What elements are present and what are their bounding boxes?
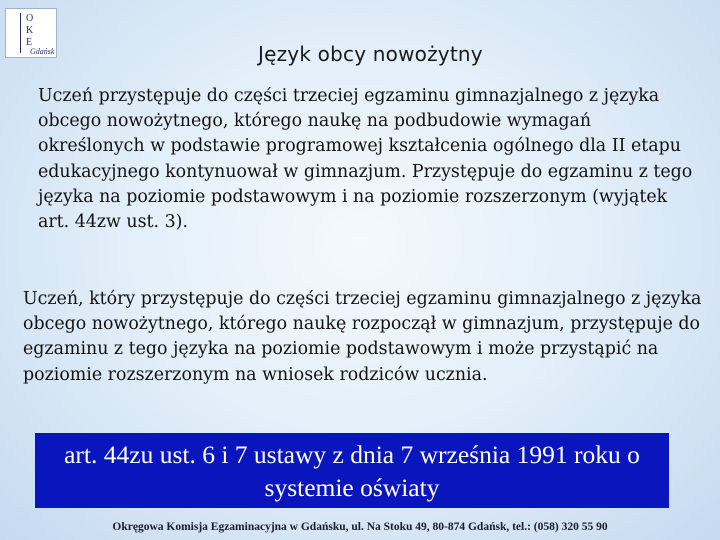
oke-logo	[5, 8, 57, 58]
slide-title: Język obcy nowożytny	[258, 42, 483, 66]
logo-line	[20, 13, 21, 53]
logo-letter-e: E	[26, 37, 33, 48]
footer-contact: Okręgowa Komisja Egzaminacyjna w Gdańsku, ul. Na Stoku 49, 80-874 Gdańsk, tel.: (058) 320 55 90	[112, 521, 608, 533]
legal-reference-banner	[35, 433, 669, 508]
logo-subtitle: Gdańsk	[30, 47, 55, 56]
logo-letter-o: O	[26, 13, 34, 24]
logo-letter-k: K	[26, 25, 34, 36]
legal-reference-text: art. 44zu ust. 6 i 7 ustawy z dnia 7 września 1991 roku o systemie oświaty	[64, 439, 640, 502]
paragraph-new-start: Uczeń, który przystępuje do części trzeciej egzaminu gimnazjalnego z języka obcego nowożytnego, którego naukę rozpoczął w gimnazjum, przystępuje do egzaminu z tego języka na poziomie podstawowym i może przystąpić na poziomie rozszerzonym na wniosek rodziców ucznia.	[23, 289, 702, 385]
paragraph-continuation: Uczeń przystępuje do części trzeciej egzaminu gimnazjalnego z języka obcego nowożytnego, którego naukę na podbudowie wymagań określonych w podstawie programowej kształcenia ogólnego dla II etapu edukacyjnego kontynuował w gimnazjum. Przystępuje do egzaminu z tego języka na poziomie podstawowym i na poziomie rozszerzonym (wyjątek art. 44zw ust. 3).	[38, 86, 693, 233]
